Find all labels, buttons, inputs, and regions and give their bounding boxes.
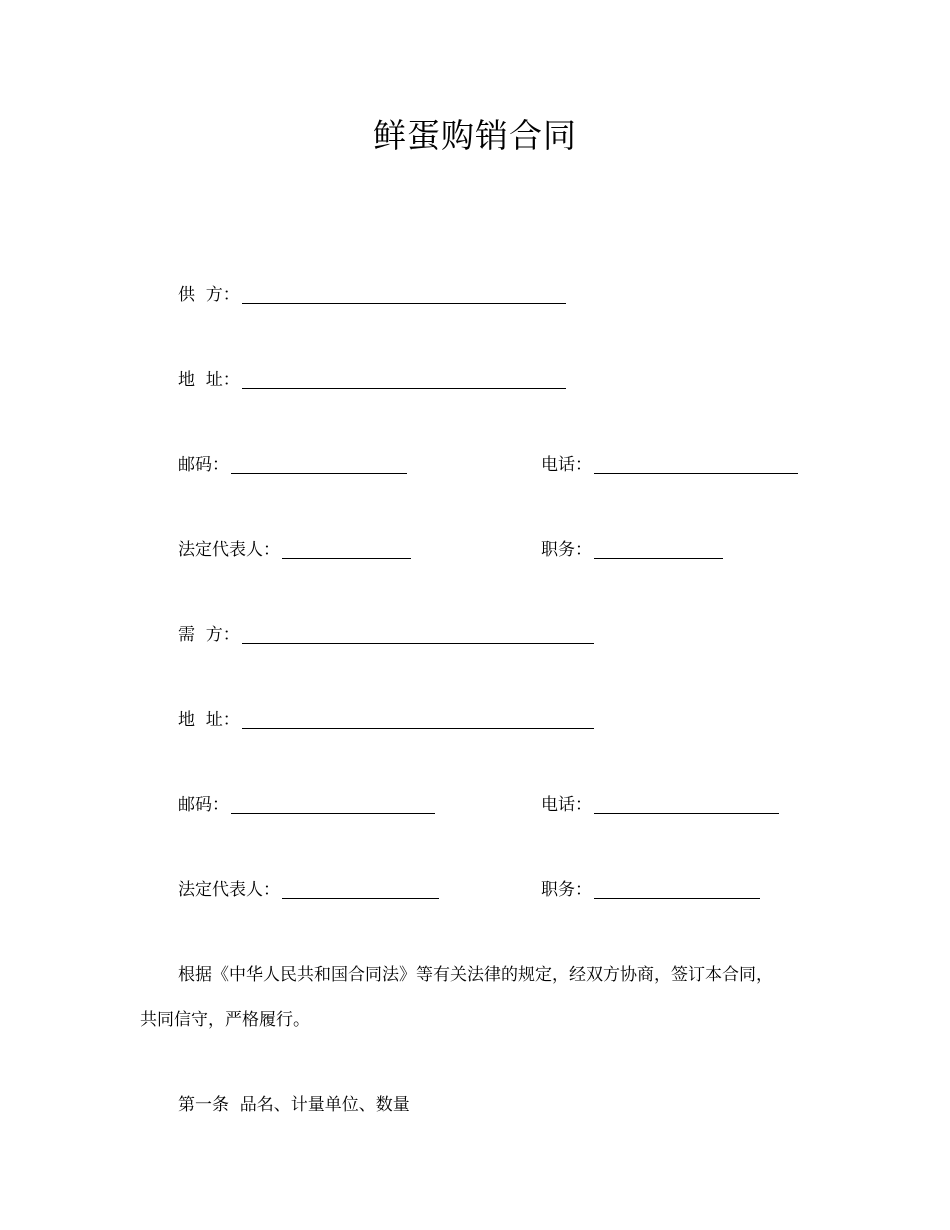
buyer-position-blank[interactable]: [594, 880, 760, 899]
buyer-phone-label: 电话：: [541, 795, 592, 815]
buyer-legal-rep-blank[interactable]: [282, 880, 439, 899]
buyer-legal-rep-label: 法定代表人：: [178, 880, 280, 900]
buyer-address-field: [178, 708, 594, 732]
buyer-address-blank[interactable]: [242, 710, 594, 729]
supplier-position-blank[interactable]: [594, 540, 723, 559]
supplier-position-label: 职务：: [541, 540, 592, 560]
supplier-phone-blank[interactable]: [594, 455, 798, 474]
buyer-position-field: [541, 878, 760, 902]
supplier-legal-rep-field: [178, 538, 411, 562]
supplier-postcode-label: 邮码：: [178, 455, 229, 475]
buyer-party-field: [178, 623, 594, 647]
supplier-postcode-field: [178, 453, 407, 477]
document-title: 鲜蛋购销合同: [373, 116, 577, 155]
supplier-address-blank[interactable]: [242, 370, 566, 389]
buyer-postcode-label: 邮码：: [178, 795, 229, 815]
supplier-party-label: 供 方：: [178, 285, 240, 305]
supplier-phone-field: [541, 453, 798, 477]
article-1-heading: 第一条 品名、计量单位、数量: [178, 1095, 410, 1115]
supplier-address-label: 地 址：: [178, 370, 240, 390]
supplier-phone-label: 电话：: [541, 455, 592, 475]
supplier-legal-rep-blank[interactable]: [282, 540, 411, 559]
buyer-position-label: 职务：: [541, 880, 592, 900]
supplier-legal-rep-label: 法定代表人：: [178, 540, 280, 560]
buyer-party-blank[interactable]: [242, 625, 594, 644]
buyer-phone-blank[interactable]: [594, 795, 779, 814]
supplier-address-field: [178, 368, 566, 392]
supplier-position-field: [541, 538, 723, 562]
buyer-postcode-blank[interactable]: [231, 795, 435, 814]
buyer-postcode-field: [178, 793, 435, 817]
buyer-legal-rep-field: [178, 878, 439, 902]
preamble-line-2: 共同信守，严格履行。: [140, 1010, 310, 1030]
supplier-party-field: [178, 283, 566, 307]
buyer-address-label: 地 址：: [178, 710, 240, 730]
buyer-phone-field: [541, 793, 779, 817]
buyer-party-label: 需 方：: [178, 625, 240, 645]
supplier-party-blank[interactable]: [242, 285, 566, 304]
supplier-postcode-blank[interactable]: [231, 455, 407, 474]
preamble-line-1: 根据《中华人民共和国合同法》等有关法律的规定，经双方协商，签订本合同，: [178, 965, 773, 985]
